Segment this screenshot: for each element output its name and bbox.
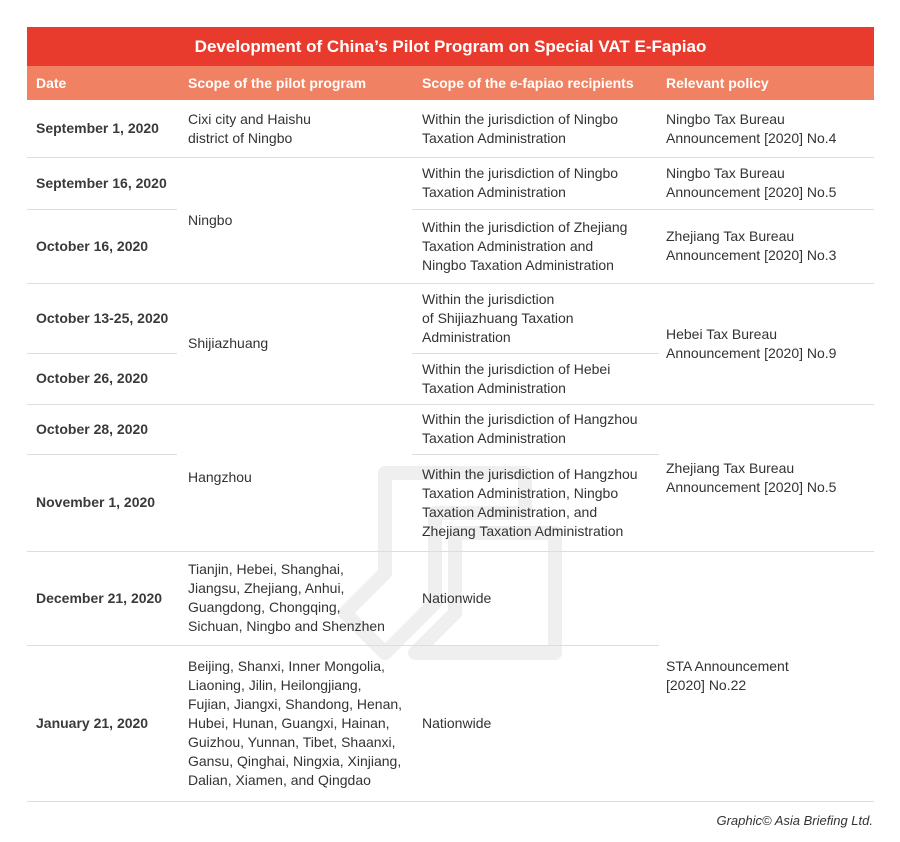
recipient-cell: Nationwide [422, 714, 492, 731]
policy-cell: Zhejiang Tax Bureau Announcement [2020] No.5 [666, 459, 837, 495]
date-cell: December 21, 2020 [36, 589, 163, 606]
row-divider [27, 801, 874, 802]
program-cell: Beijing, Shanxi, Inner Mongolia, Liaoning, Jilin, Heilongjiang, Fujian, Jiangxi, Shandong, Henan, Hubei, Hunan, Guangxi, Hainan, Guizhou, Yunnan, Tibet, Shaanxi, Gansu, Qinghai, Ningxia, Xinjiang, Dalian, Xiamen, and Qingdao [188, 657, 403, 788]
policy-cell: STA Announcement [2020] No.22 [666, 658, 789, 693]
program-cell: Tianjin, Hebei, Shanghai, Jiangsu, Zhejiang, Anhui, Guangdong, Chongqing, Sichuan, Ningbo and Shenzhen [188, 561, 385, 634]
recipient-cell: Within the jurisdiction of Hebei Taxation Administration [422, 360, 611, 396]
header-scope-program: Scope of the pilot program [188, 75, 367, 91]
policy-cell: Ningbo Tax Bureau Announcement [2020] No.5 [666, 165, 837, 200]
recipient-cell: Within the jurisdiction of Ningbo Taxation Administration [422, 165, 619, 200]
recipient-cell: Within the jurisdiction of Ningbo Taxation Administration [422, 110, 619, 146]
header-row [27, 66, 874, 100]
recipient-cell: Nationwide [422, 589, 492, 606]
footer-credit: Graphic© Asia Briefing Ltd. [716, 813, 873, 828]
policy-cell: Zhejiang Tax Bureau Announcement [2020] No.3 [666, 228, 837, 263]
table-body [27, 100, 874, 802]
table-frame [27, 27, 874, 802]
date-cell: October 16, 2020 [36, 237, 149, 254]
date-cell: September 16, 2020 [36, 174, 167, 191]
recipient-cell: Within the jurisdiction of Hangzhou Taxation Administration [422, 411, 638, 446]
program-cell: Shijiazhuang [188, 335, 269, 351]
table-title: Development of China’s Pilot Program on Special VAT E-Fapiao [27, 27, 874, 66]
policy-cell: Ningbo Tax Bureau Announcement [2020] No.4 [666, 110, 837, 146]
date-cell: January 21, 2020 [36, 714, 149, 731]
header-scope-recipients: Scope of the e-fapiao recipients [422, 75, 634, 91]
header-policy: Relevant policy [666, 75, 769, 91]
date-cell: October 26, 2020 [36, 370, 149, 386]
date-cell: October 28, 2020 [36, 420, 149, 437]
date-cell: November 1, 2020 [36, 494, 156, 510]
program-cell: Hangzhou [188, 469, 252, 485]
recipient-cell: Within the jurisdiction of Shijiazhuang Taxation Administration [422, 290, 574, 345]
header-date: Date [36, 75, 67, 91]
recipient-cell: Within the jurisdiction of Zhejiang Taxation Administration and Ningbo Taxation Administration [422, 218, 628, 273]
date-cell: October 13-25, 2020 [36, 309, 169, 326]
date-cell: September 1, 2020 [36, 120, 159, 136]
program-cell: Ningbo [188, 211, 233, 228]
program-cell: Cixi city and Haishu district of Ningbo [188, 110, 311, 146]
policy-cell: Hebei Tax Bureau Announcement [2020] No.9 [666, 325, 837, 361]
recipient-cell: Within the jurisdiction of Hangzhou Taxation Administration, Ningbo Taxation Administration, and Zhejiang Taxation Administration [422, 465, 638, 539]
